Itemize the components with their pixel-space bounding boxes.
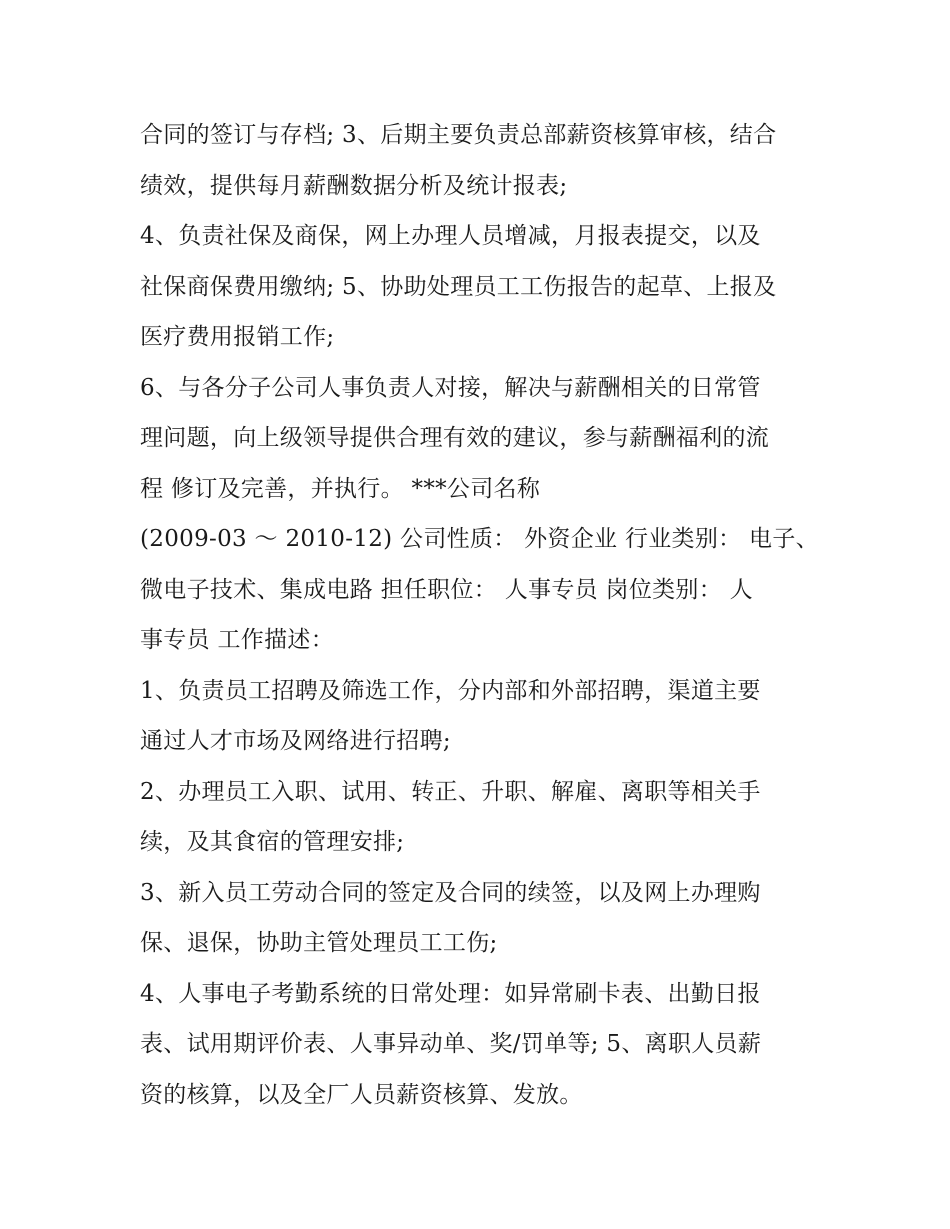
text-line: 微电子技术、集成电路 担任职位： 人事专员 岗位类别： 人	[140, 576, 753, 603]
text-line: 医疗费用报销工作;	[140, 324, 335, 350]
text-line: 4、负责社保及商保，网上办理人员增减，月报表提交，以及	[140, 223, 761, 249]
text-line: 续，及其食宿的管理安排;	[140, 829, 405, 855]
text-line: 保、退保，协助主管处理员工工伤;	[140, 930, 498, 956]
text-line: 资的核算，以及全厂人员薪资核算、发放。	[140, 1081, 583, 1108]
document-body	[140, 110, 820, 1120]
text-line: 社保商保费用缴纳; 5、协助处理员工工伤报告的起草、上报及	[140, 273, 777, 300]
text-line: 4、人事电子考勤系统的日常处理：如异常刷卡表、出勤日报	[140, 980, 761, 1007]
text-line: 绩效，提供每月薪酬数据分析及统计报表;	[140, 172, 568, 199]
text-line: 表、试用期评价表、人事异动单、奖/罚单等; 5、离职人员薪	[140, 1031, 762, 1057]
text-line: 3、新入员工劳动合同的签定及合同的续签，以及网上办理购	[140, 879, 761, 906]
text-line: 理问题，向上级领导提供合理有效的建议，参与薪酬福利的流	[140, 425, 770, 451]
text-line: 通过人才市场及网络进行招聘;	[140, 728, 451, 754]
text-line: 合同的签订与存档; 3、后期主要负责总部薪资核算审核，结合	[140, 122, 777, 148]
text-line: 2、办理员工入职、试用、转正、升职、解雇、离职等相关手	[140, 778, 761, 805]
text-line: (2009-03 ～ 2010-12) 公司性质： 外资企业 行业类别： 电子、	[140, 526, 819, 552]
text-line: 事专员 工作描述：	[140, 627, 335, 653]
text-line: 程 修订及完善，并执行。 ***公司名称	[140, 475, 541, 502]
text-line: 6、与各分子公司人事负责人对接，解决与薪酬相关的日常管	[140, 374, 761, 401]
text-line: 1、负责员工招聘及筛选工作，分内部和外部招聘，渠道主要	[140, 677, 761, 704]
